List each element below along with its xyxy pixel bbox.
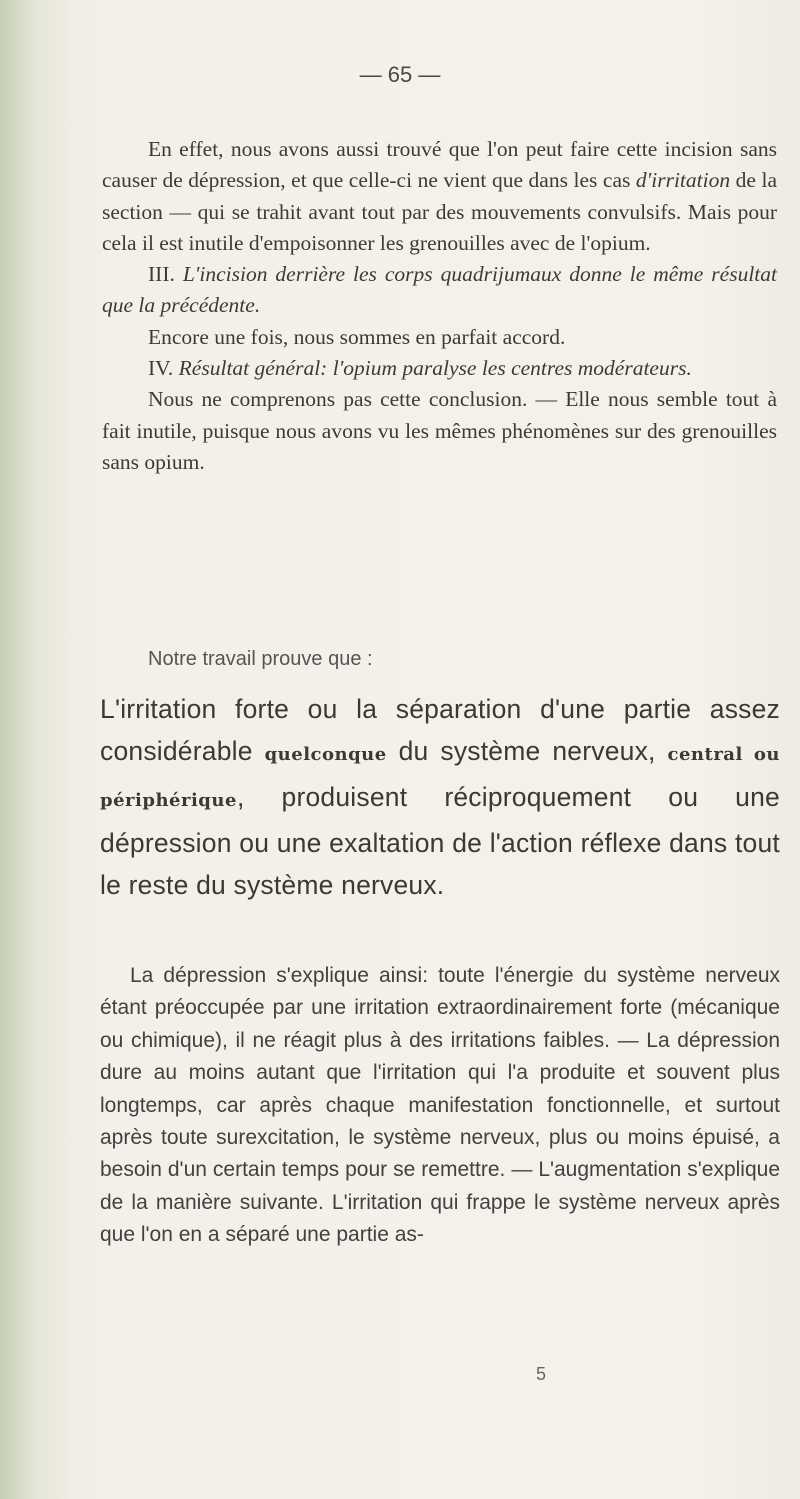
- text-run: de la section — qui se trahit avant tout par des mouvements convulsifs. Mais pour cela il est inutile d'empoisonner les grenouilles avec de l'opium.: [102, 168, 778, 255]
- bold-run: central ou périphérique: [100, 744, 780, 811]
- text-run: En effet, nous avons aussi trouvé que l'on peut faire cette incision sans causer de dépression, et que celle-ci ne vient que dans les cas: [102, 137, 777, 193]
- italic-run: d'irritation: [635, 168, 731, 193]
- paragraph-iv: [102, 353, 777, 384]
- text-run: du système nerveux,: [386, 736, 668, 766]
- roman-numeral: IV.: [148, 356, 179, 381]
- signature-mark: 5: [536, 1364, 547, 1384]
- conclusion-intro: Notre travail prouve que :: [148, 648, 373, 670]
- page-binding-shadow: [0, 0, 70, 1499]
- text-run: , produisent réciproquement ou une dépression ou une exaltation de l'action réflexe dans tout le reste du système nerveux.: [100, 782, 780, 900]
- roman-numeral: III.: [148, 262, 183, 287]
- paragraph-effet: [102, 134, 777, 259]
- paragraph-explanation: [100, 960, 780, 1252]
- page-number: — 65 —: [359, 62, 441, 87]
- bold-run: quelconque: [264, 744, 387, 765]
- text-run: L'irritation forte ou la séparation d'une partie assez considérable: [100, 694, 780, 766]
- conclusion-statement: [100, 688, 780, 906]
- paragraph-nous: Nous ne comprenons pas cette conclusion. — Elle nous semble tout à fait inutile, puisque nous avons vu les mêmes phénomènes sur des grenouilles sans opium.: [102, 387, 777, 474]
- paragraph-iii: [102, 259, 777, 322]
- italic-run: Résultat général: l'opium paralyse les centres modérateurs.: [178, 356, 692, 381]
- paragraph-section-1: [102, 134, 777, 478]
- paragraph-encore: Encore une fois, nous sommes en parfait accord.: [148, 324, 566, 349]
- italic-run: L'incision derrière les corps quadrijumaux donne le même résultat que la précédente.: [102, 262, 777, 318]
- paragraph-depression: La dépression s'explique ainsi: toute l'énergie du système nerveux étant préoccupée par une irritation extraordinairement forte (mécanique ou chimique), il ne réagit plus à des irritations faibles. — La dépression dure au moins autant que l'irritation qui l'a produite et souvent plus longtemps, car après chaque manifestation fonctionnelle, et surtout après toute surexcitation, le système nerveux, plus ou moins épuisé, a besoin d'un certain temps pour se remettre. — L'augmentation s'explique de la manière suivante. L'irritation qui frappe le système nerveux après que l'on en a séparé une partie as-: [100, 964, 780, 1247]
